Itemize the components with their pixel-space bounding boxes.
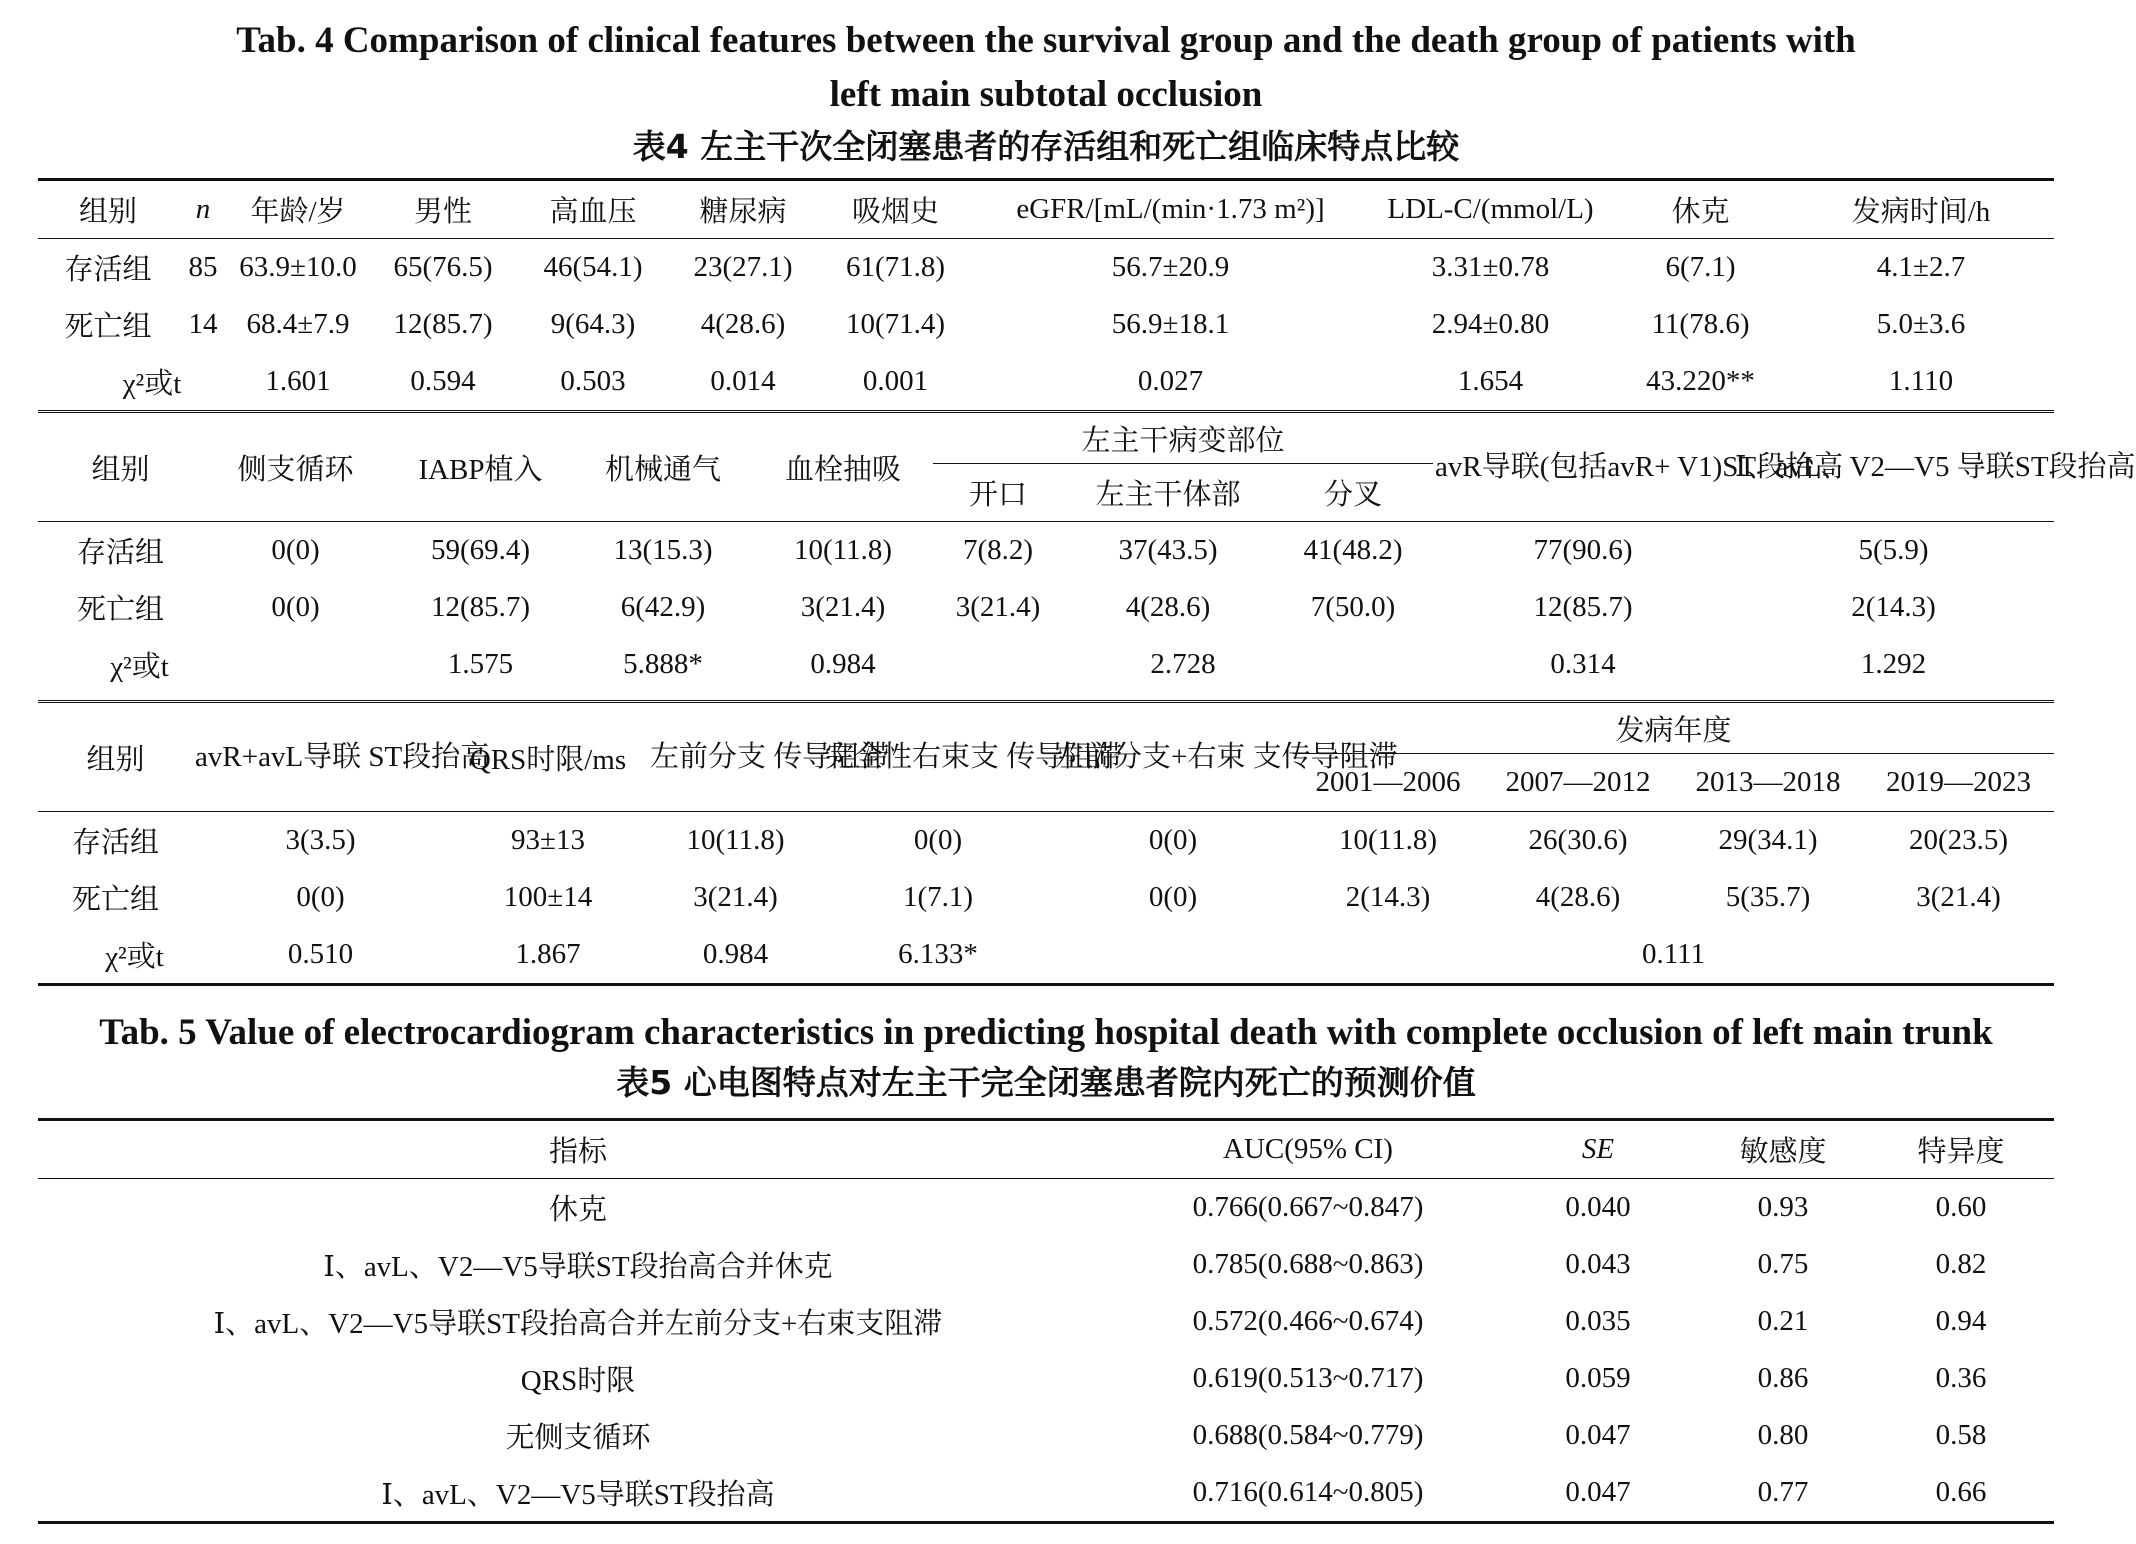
table-cell: 0.86 — [1757, 1362, 1809, 1394]
table-cell: 存活组 — [64, 254, 152, 286]
table-cell: 存活组 — [71, 827, 159, 859]
tab4-part1-table — [38, 178, 2054, 410]
table-cell: 3(21.4) — [800, 591, 886, 623]
stat-cell — [203, 636, 388, 693]
header-cell: QRS时限/ms — [448, 702, 648, 812]
stat-cell: 0.314 — [1550, 648, 1616, 680]
table-cell: 0.77 — [1757, 1476, 1809, 1508]
table-cell: 11(78.6) — [1651, 308, 1750, 340]
table-cell: 0(0) — [913, 824, 963, 856]
table-cell: 63.9±10.0 — [239, 251, 357, 283]
tab4-part2-table — [38, 410, 2136, 693]
stat-cell: 1.110 — [1888, 365, 1954, 397]
stat-cell: 1.601 — [265, 365, 331, 397]
table-cell: 20(23.5) — [1908, 824, 2009, 856]
stat-cell: 1.867 — [515, 938, 581, 970]
stat-cell — [1053, 926, 1293, 985]
header-cell: eGFR/[mL/(min·1.73 m²)] — [1016, 193, 1325, 225]
table-cell: 65(76.5) — [393, 251, 493, 283]
table-row — [38, 1464, 2054, 1523]
stat-label: χ²或t — [110, 651, 169, 683]
header-cell: 组别 — [38, 412, 203, 522]
subheader-cell: 左主干体部 — [1063, 464, 1273, 522]
table-cell: 9(64.3) — [550, 308, 636, 340]
tab5-caption-cn: 表5 心电图特点对左主干完全闭塞患者院内死亡的预测价值 — [616, 1063, 1476, 1102]
table-cell: 0.60 — [1935, 1191, 1987, 1223]
stat-cell: 2.728 — [1150, 648, 1216, 680]
table-cell: 死亡组 — [76, 594, 164, 626]
header-cell: LDL-C/(mmol/L) — [1387, 193, 1594, 225]
table-cell: 4.1±2.7 — [1876, 251, 1966, 283]
table-cell: 13(15.3) — [613, 534, 713, 566]
table-cell: 1(7.1) — [902, 881, 974, 913]
stat-cell: 1.575 — [447, 648, 514, 680]
table-cell: 0.047 — [1565, 1419, 1631, 1451]
table-cell: 41(48.2) — [1303, 534, 1403, 566]
stat-row — [38, 926, 2054, 985]
tab4-caption-cn: 表4 左主干次全闭塞患者的存活组和死亡组临床特点比较 — [632, 127, 1460, 166]
stat-cell: 0.510 — [287, 938, 354, 970]
stat-cell: 0.984 — [810, 648, 876, 680]
table-row — [38, 522, 2054, 580]
header-cell: 左前分支+右束 支传导阻滞 — [1053, 702, 1293, 812]
stat-cell: 0.503 — [560, 365, 626, 397]
table-cell: 12(85.7) — [393, 308, 493, 340]
header-cell: avR导联(包括avR+ V1)ST段抬高 — [1433, 412, 1733, 522]
header-cell: 左前分支 传导阻滞 — [648, 702, 823, 812]
stat-cell: 0.984 — [702, 938, 769, 970]
table-cell: 0.572(0.466~0.674) — [1192, 1305, 1424, 1337]
table-row — [38, 1236, 2054, 1293]
table-cell: 93±13 — [511, 824, 585, 856]
table-cell: 56.7±20.9 — [1111, 251, 1230, 283]
table-row — [38, 812, 2054, 870]
header-cell: 完全性右束支 传导阻滞 — [823, 702, 1053, 812]
table-cell: 0.047 — [1565, 1476, 1631, 1508]
table-row — [38, 1293, 2054, 1350]
table-row — [38, 579, 2054, 636]
stat-cell: 0.001 — [862, 365, 929, 397]
table-cell: 26(30.6) — [1528, 824, 1628, 856]
table-cell: QRS时限 — [520, 1365, 636, 1397]
header-cell: 糖尿病 — [699, 196, 787, 228]
table-cell: 0.58 — [1935, 1419, 1987, 1451]
stat-cell: 0.027 — [1137, 365, 1204, 397]
stat-label: χ²或t — [122, 368, 182, 400]
header-cell: 血栓抽吸 — [753, 412, 933, 522]
table-cell: 37(43.5) — [1118, 534, 1218, 566]
table-cell: 100±14 — [503, 881, 593, 913]
subheader-cell: 2019—2023 — [1863, 754, 2054, 812]
table-cell: 0.716(0.614~0.805) — [1192, 1476, 1424, 1508]
table-cell: 0.785(0.688~0.863) — [1192, 1248, 1424, 1280]
subheader-cell: 2013—2018 — [1673, 754, 1863, 812]
header-cell: 吸烟史 — [851, 196, 939, 228]
table-row — [38, 1407, 2054, 1464]
table-cell: 0.80 — [1757, 1419, 1809, 1451]
table-cell: Ⅰ、avL、V2—V5导联ST段抬高合并左前分支+右束支阻滞 — [213, 1308, 943, 1340]
table-cell: 0.36 — [1935, 1362, 1987, 1394]
table-cell: 0.82 — [1935, 1248, 1987, 1280]
table-cell: 3(21.4) — [693, 881, 778, 913]
table-cell: 0(0) — [296, 881, 345, 913]
header-cell: 年龄/岁 — [250, 196, 346, 228]
table-cell: 10(11.8) — [1339, 824, 1437, 856]
subheader-cell: 分叉 — [1273, 464, 1433, 522]
header-cell: n — [195, 193, 211, 225]
header-cell: 男性 — [413, 196, 472, 228]
header-cell: AUC(95% CI) — [1223, 1133, 1393, 1165]
table-cell: 2.94±0.80 — [1431, 308, 1550, 340]
stat-row — [38, 353, 2054, 410]
header-cell: 特异度 — [1917, 1136, 2005, 1168]
table-row — [38, 1179, 2054, 1237]
table-cell: 2(14.3) — [1345, 881, 1431, 913]
tab4-part3-header-row — [38, 702, 2054, 754]
table-cell: 死亡组 — [71, 884, 159, 916]
table-cell: 12(85.7) — [430, 591, 531, 623]
table-cell: 0.766(0.667~0.847) — [1192, 1191, 1424, 1223]
table-cell: 5(5.9) — [1858, 534, 1929, 566]
tab4-part2-header-row — [38, 412, 2054, 464]
header-cell: 指标 — [548, 1136, 607, 1168]
table-cell: 29(34.1) — [1718, 824, 1818, 856]
header-cell: 机械通气 — [573, 412, 753, 522]
stat-cell: 1.654 — [1457, 365, 1524, 397]
header-cell: avR+avL导联 ST段抬高 — [193, 702, 448, 812]
stat-cell: 5.888* — [623, 648, 703, 680]
tab5-header-row — [38, 1120, 2054, 1179]
stat-cell: 43.220** — [1646, 365, 1755, 397]
table-cell: 10(11.8) — [794, 534, 892, 566]
table-cell: 61(71.8) — [845, 251, 946, 283]
table-cell: 4(28.6) — [1535, 881, 1621, 913]
table-cell: 56.9±18.1 — [1111, 308, 1230, 340]
stat-row — [38, 636, 2054, 693]
header-cell: IABP植入 — [388, 412, 573, 522]
table-cell: 0.040 — [1565, 1191, 1631, 1223]
table-cell: 10(11.8) — [686, 824, 785, 856]
subheader-cell: 开口 — [933, 464, 1063, 522]
header-cell: 高血压 — [549, 196, 637, 228]
table-cell: 2(14.3) — [1851, 591, 1936, 623]
table-cell: 0.66 — [1935, 1476, 1987, 1508]
table-cell: 12(85.7) — [1533, 591, 1633, 623]
tab4-caption-en-line2: left main subtotal occlusion — [829, 74, 1263, 115]
table-row — [38, 1350, 2054, 1407]
table-cell: 7(50.0) — [1310, 591, 1396, 623]
stat-cell: 0.111 — [1641, 938, 1706, 970]
table-cell: 0.94 — [1935, 1305, 1987, 1337]
stat-cell: 0.014 — [710, 365, 776, 397]
table-row — [38, 869, 2054, 926]
header-cell: 敏感度 — [1739, 1136, 1827, 1168]
header-cell: Ⅰ、avL、V2—V5 导联ST段抬高 — [1733, 412, 2054, 522]
table-cell: 0.043 — [1565, 1248, 1631, 1280]
tab5-table — [38, 1118, 2054, 1524]
stat-cell: 0.594 — [410, 365, 476, 397]
table-cell: 85 — [188, 251, 218, 283]
header-cell: 休克 — [1671, 196, 1730, 228]
table-cell: 0(0) — [1148, 881, 1198, 913]
table-cell: 3(21.4) — [1916, 881, 2001, 913]
header-cell: 组别 — [78, 196, 137, 228]
tab5-caption-en: Tab. 5 Value of electrocardiogram characteristics in predicting hospital death with complete occlusion of left main trunk — [99, 1012, 1993, 1053]
table-cell: 3.31±0.78 — [1431, 251, 1550, 283]
table-cell: 77(90.6) — [1533, 534, 1633, 566]
table-cell: Ⅰ、avL、V2—V5导联ST段抬高合并休克 — [323, 1251, 833, 1283]
table-cell: 6(42.9) — [620, 591, 706, 623]
table-cell: 68.4±7.9 — [246, 308, 350, 340]
table-cell: 存活组 — [76, 537, 164, 569]
table-cell: 14 — [188, 308, 218, 340]
table-cell: 0.21 — [1757, 1305, 1809, 1337]
stat-cell: 1.292 — [1860, 648, 1927, 680]
table-cell: 46(54.1) — [543, 251, 643, 283]
table-cell: Ⅰ、avL、V2—V5导联ST段抬高 — [381, 1479, 775, 1511]
subheader-cell: 2001—2006 — [1293, 754, 1483, 812]
table-cell: 10(71.4) — [845, 308, 946, 340]
table-cell: 7(8.2) — [962, 534, 1034, 566]
table-cell: 0(0) — [271, 534, 320, 566]
tab4-part1-header-row — [38, 180, 2054, 239]
table-cell: 0.93 — [1757, 1191, 1809, 1223]
table-cell: 23(27.1) — [693, 251, 793, 283]
table-cell: 5.0±3.6 — [1876, 308, 1966, 340]
table-cell: 4(28.6) — [700, 308, 786, 340]
table-cell: 0(0) — [1148, 824, 1198, 856]
header-cell-group: 发病年度 — [1293, 702, 2054, 754]
table-cell: 死亡组 — [64, 311, 152, 343]
table-row — [38, 296, 2054, 353]
table-cell: 休克 — [548, 1194, 607, 1226]
table-cell: 4(28.6) — [1125, 591, 1211, 623]
table-cell: 3(3.5) — [285, 824, 356, 856]
tab4-caption-en-line1: Tab. 4 Comparison of clinical features between the survival group and the death group of patients with — [236, 20, 1856, 61]
table-cell: 0(0) — [271, 591, 320, 623]
header-cell-group: 左主干病变部位 — [933, 412, 1433, 464]
stat-cell: 6.133* — [898, 938, 978, 970]
header-cell: 发病时间/h — [1851, 196, 1991, 228]
table-cell: 0.619(0.513~0.717) — [1192, 1362, 1424, 1394]
tab4-part3-table — [38, 700, 2054, 986]
table-cell: 0.059 — [1565, 1362, 1631, 1394]
table-cell: 0.75 — [1757, 1248, 1809, 1280]
subheader-cell: 2007—2012 — [1483, 754, 1673, 812]
table-cell: 5(35.7) — [1725, 881, 1811, 913]
table-row — [38, 239, 2054, 297]
table-cell: 0.688(0.584~0.779) — [1192, 1419, 1424, 1451]
table-cell: 无侧支循环 — [505, 1422, 651, 1454]
stat-label: χ²或t — [105, 941, 164, 973]
header-cell: 侧支循环 — [203, 412, 388, 522]
table-cell: 59(69.4) — [430, 534, 531, 566]
header-cell: SE — [1581, 1133, 1615, 1165]
table-cell: 3(21.4) — [955, 591, 1041, 623]
table-cell: 0.035 — [1565, 1305, 1631, 1337]
header-cell: 组别 — [38, 702, 193, 812]
table-cell: 6(7.1) — [1665, 251, 1736, 283]
